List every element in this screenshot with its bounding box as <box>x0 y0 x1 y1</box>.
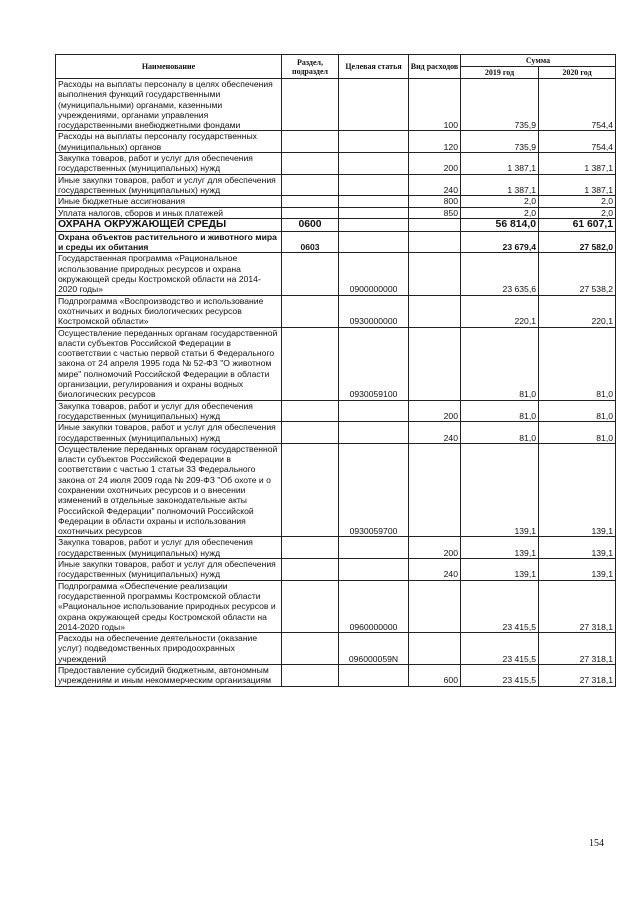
table-row <box>56 443 616 537</box>
cell-2020: 27 582,0 <box>539 231 616 253</box>
cell-name: ОХРАНА ОКРУЖАЮЩЕЙ СРЕДЫ <box>56 218 282 231</box>
cell-target <box>339 218 409 231</box>
cell-2020: 139,1 <box>539 559 616 581</box>
cell-type <box>409 218 461 231</box>
table-row <box>56 131 616 153</box>
cell-2020: 27 318,1 <box>539 580 616 632</box>
cell-type <box>409 327 461 400</box>
cell-target <box>339 422 409 444</box>
cell-2020: 81,0 <box>539 400 616 422</box>
header-2019: 2019 год <box>461 67 539 79</box>
table-header-row <box>56 55 616 67</box>
cell-name: Расходы на выплаты персоналу в целях обеспечения выполнения функций государственными (муниципальными) органами, казенными учреждениями, органами управления государственными внебюджетными фондами <box>56 79 282 131</box>
cell-2020: 220,1 <box>539 295 616 327</box>
cell-target: 0900000000 <box>339 253 409 295</box>
cell-name: Иные закупки товаров, работ и услуг для обеспечения государственных (муниципальных) нужд <box>56 422 282 444</box>
cell-2019: 23 635,6 <box>461 253 539 295</box>
cell-2019: 81,0 <box>461 400 539 422</box>
cell-name: Подпрограмма «Обеспечение реализации государственной программы Костромской области «Рациональное использование природных ресурсов и охрана окружающей среды Костромской области на 2014-2020 годы» <box>56 580 282 632</box>
cell-name: Иные закупки товаров, работ и услуг для обеспечения государственных (муниципальных) нужд <box>56 559 282 581</box>
cell-section <box>282 174 339 196</box>
cell-section <box>282 79 339 131</box>
cell-section <box>282 207 339 218</box>
cell-2020: 2,0 <box>539 207 616 218</box>
cell-section <box>282 559 339 581</box>
table-row <box>56 207 616 218</box>
cell-target <box>339 174 409 196</box>
cell-2020: 139,1 <box>539 537 616 559</box>
cell-target <box>339 400 409 422</box>
cell-name: Государственная программа «Рациональное использование природных ресурсов и охрана окружающей среды Костромской области на 2014-2020 годы» <box>56 253 282 295</box>
header-name: Наименование <box>56 55 282 79</box>
table-row <box>56 79 616 131</box>
cell-2019: 2,0 <box>461 196 539 207</box>
cell-name: Уплата налогов, сборов и иных платежей <box>56 207 282 218</box>
cell-2019: 23 415,5 <box>461 665 539 687</box>
cell-target <box>339 665 409 687</box>
cell-2019: 81,0 <box>461 327 539 400</box>
cell-type: 850 <box>409 207 461 218</box>
header-2020: 2020 год <box>539 67 616 79</box>
cell-target <box>339 131 409 153</box>
cell-name: Осуществление переданных органам государственной власти субъектов Российской Федерации в соответствии с частью первой статьи 6 Федерального закона от 24 апреля 1995 года № 52-ФЗ "О животном мире" полномочий Российской Федерации в области организации, регулирования и охраны водных биологических ресурсов <box>56 327 282 400</box>
cell-section <box>282 253 339 295</box>
table-row <box>56 559 616 581</box>
table-row <box>56 580 616 632</box>
table-row <box>56 400 616 422</box>
table-row <box>56 327 616 400</box>
cell-section <box>282 196 339 207</box>
table-row <box>56 295 616 327</box>
cell-2019: 139,1 <box>461 537 539 559</box>
table-row <box>56 537 616 559</box>
cell-section <box>282 633 339 665</box>
cell-name: Расходы на выплаты персоналу государственных (муниципальных) органов <box>56 131 282 153</box>
cell-type: 240 <box>409 174 461 196</box>
cell-name: Иные закупки товаров, работ и услуг для обеспечения государственных (муниципальных) нужд <box>56 174 282 196</box>
cell-name: Закупка товаров, работ и услуг для обеспечения государственных (муниципальных) нужд <box>56 400 282 422</box>
cell-2019: 735,9 <box>461 79 539 131</box>
cell-2019: 220,1 <box>461 295 539 327</box>
cell-2020: 2,0 <box>539 196 616 207</box>
cell-name: Охрана объектов растительного и животного мира и среды их обитания <box>56 231 282 253</box>
cell-2020: 81,0 <box>539 422 616 444</box>
cell-2019: 56 814,0 <box>461 218 539 231</box>
cell-type: 100 <box>409 79 461 131</box>
cell-name: Предоставление субсидий бюджетным, автономным учреждениям и иным некоммерческим организациям <box>56 665 282 687</box>
cell-type <box>409 295 461 327</box>
cell-2020: 27 318,1 <box>539 633 616 665</box>
cell-type: 600 <box>409 665 461 687</box>
cell-2020: 139,1 <box>539 443 616 537</box>
cell-name: Осуществление переданных органам государственной власти субъектов Российской Федерации в соответствии с частью 1 статьи 33 Федерального закона от 24 июля 2009 года № 209-ФЗ "Об охоте и о сохранении охотничьих ресурсов и о внесении изменений в отдельные законодательные акты Российской Федерации" полномочий Российской Федерации в области охраны и использования охотничьих ресурсов <box>56 443 282 537</box>
cell-2020: 81,0 <box>539 327 616 400</box>
cell-target: 0930059100 <box>339 327 409 400</box>
cell-section <box>282 537 339 559</box>
cell-2019: 735,9 <box>461 131 539 153</box>
budget-table <box>55 54 616 687</box>
table-row <box>56 174 616 196</box>
cell-section <box>282 153 339 175</box>
cell-name: Закупка товаров, работ и услуг для обеспечения государственных (муниципальных) нужд <box>56 153 282 175</box>
cell-section <box>282 422 339 444</box>
cell-type <box>409 580 461 632</box>
cell-2019: 81,0 <box>461 422 539 444</box>
cell-name: Подпрограмма «Воспроизводство и использование охотничьих и водных биологических ресурсов Костромской области» <box>56 295 282 327</box>
cell-target: 0930000000 <box>339 295 409 327</box>
cell-name: Расходы на обеспечение деятельности (оказание услуг) подведомственных природоохранных учреждений <box>56 633 282 665</box>
cell-type <box>409 231 461 253</box>
table-row <box>56 196 616 207</box>
cell-2020: 1 387,1 <box>539 174 616 196</box>
cell-2020: 27 538,2 <box>539 253 616 295</box>
cell-2020: 27 318,1 <box>539 665 616 687</box>
cell-section: 0603 <box>282 231 339 253</box>
cell-target: 0960000000 <box>339 580 409 632</box>
table-row <box>56 633 616 665</box>
header-sum: Сумма <box>461 55 616 67</box>
cell-target <box>339 231 409 253</box>
cell-type: 200 <box>409 400 461 422</box>
cell-type: 800 <box>409 196 461 207</box>
cell-target: 0930059700 <box>339 443 409 537</box>
cell-target <box>339 153 409 175</box>
cell-2019: 23 415,5 <box>461 580 539 632</box>
cell-2020: 1 387,1 <box>539 153 616 175</box>
cell-section <box>282 665 339 687</box>
cell-target <box>339 207 409 218</box>
header-target: Целевая статья <box>339 55 409 79</box>
table-row <box>56 665 616 687</box>
cell-2019: 139,1 <box>461 559 539 581</box>
cell-type <box>409 633 461 665</box>
cell-type <box>409 253 461 295</box>
cell-2019: 23 679,4 <box>461 231 539 253</box>
cell-section <box>282 131 339 153</box>
page-number: 154 <box>589 838 604 849</box>
cell-target <box>339 79 409 131</box>
cell-section <box>282 295 339 327</box>
cell-target: 096000059N <box>339 633 409 665</box>
table-body <box>56 79 616 687</box>
table-row <box>56 253 616 295</box>
cell-2019: 2,0 <box>461 207 539 218</box>
table-row <box>56 231 616 253</box>
cell-section: 0600 <box>282 218 339 231</box>
cell-type: 240 <box>409 422 461 444</box>
cell-type: 120 <box>409 131 461 153</box>
cell-section <box>282 443 339 537</box>
cell-2019: 139,1 <box>461 443 539 537</box>
cell-type: 200 <box>409 153 461 175</box>
table-row <box>56 218 616 231</box>
cell-type: 200 <box>409 537 461 559</box>
cell-name: Закупка товаров, работ и услуг для обеспечения государственных (муниципальных) нужд <box>56 537 282 559</box>
cell-section <box>282 400 339 422</box>
cell-section <box>282 580 339 632</box>
cell-section <box>282 327 339 400</box>
cell-target <box>339 537 409 559</box>
cell-2019: 23 415,5 <box>461 633 539 665</box>
table-row <box>56 422 616 444</box>
table-row <box>56 153 616 175</box>
cell-2019: 1 387,1 <box>461 153 539 175</box>
cell-name: Иные бюджетные ассигнования <box>56 196 282 207</box>
cell-type <box>409 443 461 537</box>
cell-target <box>339 559 409 581</box>
cell-type: 240 <box>409 559 461 581</box>
cell-2019: 1 387,1 <box>461 174 539 196</box>
budget-table-page <box>55 54 615 687</box>
cell-2020: 61 607,1 <box>539 218 616 231</box>
cell-2020: 754,4 <box>539 79 616 131</box>
header-section: Раздел, подраздел <box>282 55 339 79</box>
cell-target <box>339 196 409 207</box>
cell-2020: 754,4 <box>539 131 616 153</box>
header-type: Вид расходов <box>409 55 461 79</box>
